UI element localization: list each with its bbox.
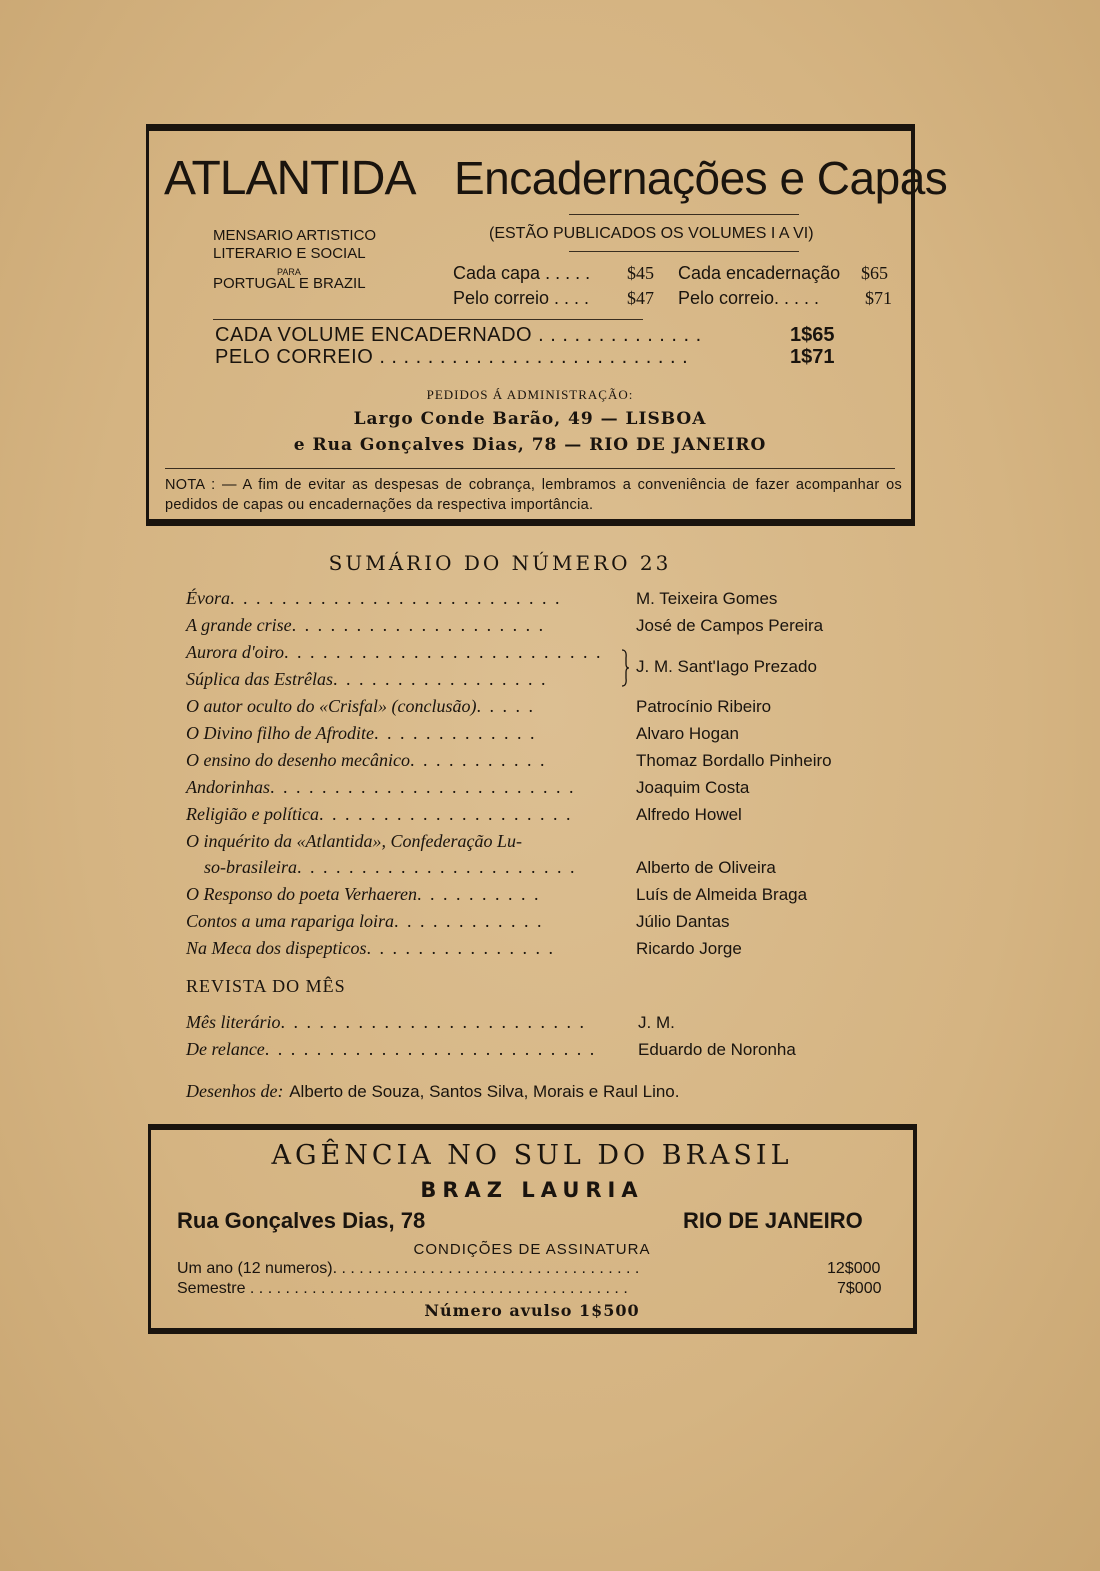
- tagline-line-2: LITERARIO E SOCIAL: [213, 245, 366, 262]
- toc-entry: [186, 1012, 586, 1033]
- toc-entry: [186, 588, 562, 609]
- toc-leader: . . . . . . . . . . . . . . .: [366, 938, 555, 958]
- volumes-note: (ESTÃO PUBLICADOS OS VOLUMES I A VI): [489, 225, 814, 242]
- avulso-price: Número avulso 1$500: [424, 1301, 640, 1320]
- toc-entry: [186, 804, 572, 825]
- tagline-line-1: MENSARIO ARTISTICO: [213, 227, 377, 244]
- conditions-heading: CONDIÇÕES DE ASSINATURA: [413, 1241, 651, 1258]
- toc-title: A grande crise: [186, 615, 292, 635]
- agencia-title: AGÊNCIA NO SUL DO BRASIL: [271, 1140, 793, 1171]
- toc-title: Na Meca dos dispepticos: [186, 938, 367, 958]
- semestre-value: 7$000: [837, 1280, 882, 1297]
- desenhos-names: Alberto de Souza, Santos Silva, Morais e Raul Lino.: [289, 1082, 680, 1101]
- volume-correio-label: PELO CORREIO . . . . . . . . . . . . . . . . . . . . . . . . . .: [215, 346, 689, 368]
- um-ano-label: Um ano (12 numeros). . . . . . . . . . . . . . . . . . . . . . . . . . . . . . . . . . .: [177, 1260, 640, 1277]
- toc-title: O autor oculto do «Crisfal» (conclusão): [186, 696, 477, 716]
- desenhos-label: Desenhos de:: [186, 1081, 284, 1101]
- toc-leader: . . . . . . . . . . . . . . . . . . . . . . . . . .: [230, 588, 562, 608]
- agencia-city: RIO DE JANEIRO: [683, 1208, 863, 1233]
- agencia-street: Rua Gonçalves Dias, 78: [177, 1208, 426, 1233]
- semestre-label: Semestre . . . . . . . . . . . . . . . . . . . . . . . . . . . . . . . . . . . . . . . . . . .: [177, 1280, 628, 1297]
- toc-title: Súplica das Estrêlas: [186, 669, 333, 689]
- desenhos-credit: [186, 1081, 680, 1102]
- agencia-name: BRAZ LAURIA: [420, 1178, 644, 1202]
- divider: [569, 251, 799, 252]
- toc-author: Patrocínio Ribeiro: [636, 697, 772, 716]
- correio-enc-value: $71: [865, 288, 892, 308]
- toc-leader: . . . . . . . . . . . . . . . . . . . . . . . .: [280, 1012, 586, 1032]
- revista-heading: REVISTA DO MÊS: [186, 976, 346, 996]
- divider: [213, 319, 643, 320]
- toc-title: Andorinhas: [186, 777, 271, 797]
- correio-enc-label: Pelo correio. . . . .: [678, 288, 820, 308]
- toc-author-shared: J. M. Sant'Iago Prezado: [636, 657, 817, 676]
- address-rio: e Rua Gonçalves Dias, 78 — RIO DE JANEIRO: [293, 435, 767, 455]
- divider: [165, 468, 895, 469]
- toc-entry: [186, 911, 544, 932]
- toc-entry: [186, 696, 535, 717]
- toc-title: so-brasileira: [204, 857, 298, 877]
- toc-title: Religião e política: [186, 804, 319, 824]
- encadernacao-label: Cada encadernação: [678, 263, 841, 283]
- toc-author: Joaquim Costa: [636, 778, 750, 797]
- toc-author: Alfredo Howel: [636, 805, 742, 824]
- toc-leader: . . . . . . . . . . . . . . . . .: [333, 669, 548, 689]
- toc-entry: [204, 857, 577, 878]
- toc-title: O Divino filho de Afrodite: [186, 723, 374, 743]
- toc-title: O inquérito da «Atlantida», Confederação Lu-: [186, 831, 522, 851]
- toc-leader: . . . . . . . . . . . . . . . . . . . .: [291, 615, 546, 635]
- toc-leader: . . . . .: [476, 696, 535, 716]
- address-lisboa: Largo Conde Barão, 49 — LISBOA: [353, 409, 707, 429]
- brand-title: ATLANTIDA: [164, 152, 416, 205]
- toc-author: Eduardo de Noronha: [638, 1040, 796, 1059]
- toc-title: Contos a uma rapariga loira: [186, 911, 395, 931]
- toc-leader: . . . . . . . . . . .: [409, 750, 547, 770]
- toc-author: Ricardo Jorge: [636, 939, 742, 958]
- toc-entry: [186, 642, 603, 663]
- sumario-title: SUMÁRIO DO NÚMERO 23: [328, 551, 672, 575]
- price-heading: Encadernações e Capas: [454, 152, 948, 204]
- toc-entry: [186, 1039, 596, 1060]
- volume-encadernado-label: CADA VOLUME ENCADERNADO . . . . . . . . . . . . . .: [215, 324, 702, 346]
- toc-author: Alvaro Hogan: [636, 724, 740, 743]
- toc-leader: . . . . . . . . . . . . . . . . . . . .: [318, 804, 573, 824]
- encadernacao-value: $65: [861, 263, 888, 283]
- toc-entry: [186, 723, 536, 744]
- divider: [569, 214, 799, 215]
- price-box: [146, 124, 948, 526]
- brace-icon: [620, 648, 630, 688]
- correio-capa-value: $47: [627, 288, 654, 308]
- volume-correio-value: 1$71: [790, 346, 835, 368]
- toc-leader: . . . . . . . . . . . . . . . . . . . . . . . . . .: [264, 1039, 597, 1059]
- toc-author: Alberto de Oliveira: [636, 858, 776, 877]
- tagline-line-3: PARA: [277, 267, 301, 277]
- toc-author: Thomaz Bordallo Pinheiro: [636, 751, 832, 770]
- toc-entry: [186, 777, 576, 798]
- toc-leader: . . . . . . . . . . . .: [394, 911, 544, 931]
- toc-leader: . . . . . . . . . . . . . . . . . . . . . .: [297, 857, 577, 877]
- volume-encadernado-value: 1$65: [790, 324, 835, 346]
- toc-author: Júlio Dantas: [636, 912, 730, 931]
- toc-leader: . . . . . . . . . . . . .: [373, 723, 537, 743]
- toc-leader: . . . . . . . . . . . . . . . . . . . . . . . . .: [284, 642, 603, 662]
- capa-value: $45: [627, 263, 654, 283]
- toc-entry: [186, 615, 545, 636]
- toc-leader: . . . . . . . . . . . . . . . . . . . . . . . .: [270, 777, 576, 797]
- toc-author: M. Teixeira Gomes: [636, 589, 778, 608]
- toc-entry: [186, 750, 546, 771]
- toc-entry: [186, 669, 548, 690]
- pedidos-heading: PEDIDOS Á ADMINISTRAÇÃO:: [426, 387, 634, 402]
- toc-title: De relance: [186, 1039, 265, 1059]
- um-ano-value: 12$000: [827, 1260, 881, 1277]
- nota-text: NOTA : — A fim de evitar as despesas de cobrança, lembramos a conveniência de fazer acompanhar os pedidos de capas ou encadernações da respectiva importância.: [165, 477, 902, 513]
- agencia-box: [148, 1124, 917, 1334]
- toc-title: Mês literário: [186, 1012, 281, 1032]
- toc-author: José de Campos Pereira: [636, 616, 824, 635]
- toc-title: Aurora d'oiro: [186, 642, 285, 662]
- correio-capa-label: Pelo correio . . . .: [453, 288, 590, 308]
- toc-entry: [186, 884, 540, 905]
- toc-leader: . . . . . . . . . .: [416, 884, 541, 904]
- toc-entry: [186, 831, 522, 852]
- toc-author: Luís de Almeida Braga: [636, 885, 808, 904]
- toc-author: J. M.: [638, 1013, 675, 1032]
- toc-title: Évora: [186, 588, 230, 608]
- tagline-line-4: PORTUGAL E BRAZIL: [213, 275, 366, 292]
- capa-label: Cada capa . . . . .: [453, 263, 591, 283]
- toc-title: O Responso do poeta Verhaeren: [186, 884, 417, 904]
- toc-entry: [186, 938, 555, 959]
- toc-title: O ensino do desenho mecânico: [186, 750, 410, 770]
